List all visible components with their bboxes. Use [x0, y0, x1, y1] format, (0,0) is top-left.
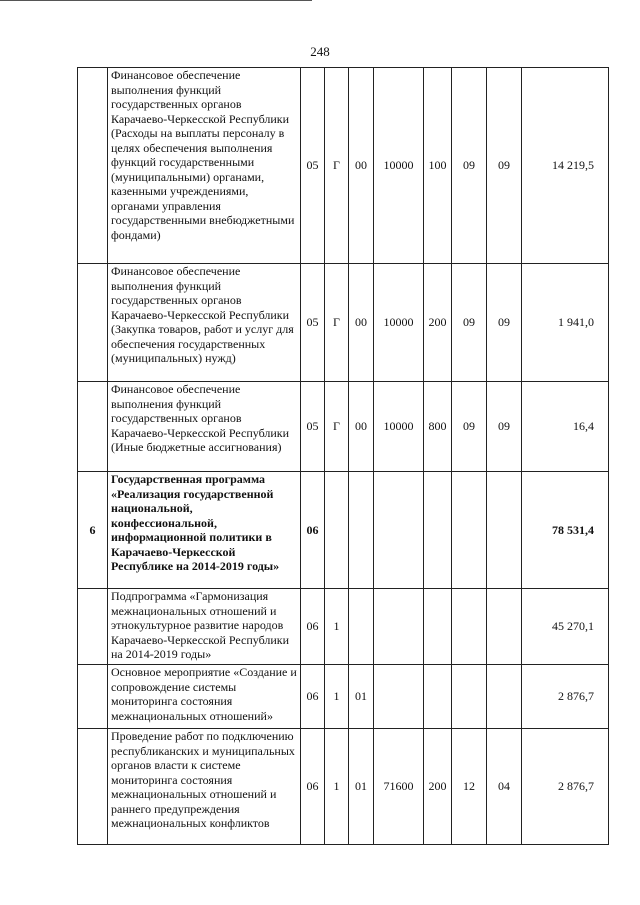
code-chapter	[452, 589, 487, 665]
code-chapter	[452, 472, 487, 589]
code-subprogram: 00	[349, 264, 374, 382]
row-amount: 2 876,7	[522, 665, 609, 729]
code-program: 1	[325, 729, 349, 845]
row-number	[78, 665, 108, 729]
code-expense-type	[424, 665, 452, 729]
code-chapter	[452, 665, 487, 729]
row-number	[78, 264, 108, 382]
code-section: 06	[301, 589, 325, 665]
row-name: Государственная программа «Реализация государственной национальной, конфессиональной, информационной политики в Карачаево-Черкесской Республике на 2014-2019 годы»	[108, 472, 301, 589]
table-row	[78, 264, 609, 382]
page-number: 248	[310, 44, 330, 59]
table-row	[78, 589, 609, 665]
row-name: Основное мероприятие «Создание и сопровождение системы мониторинга состояния межнациональных отношений»	[108, 665, 301, 729]
code-section: 05	[301, 264, 325, 382]
row-amount: 78 531,4	[522, 472, 609, 589]
row-number	[78, 729, 108, 845]
code-subprogram: 00	[349, 382, 374, 472]
table-row	[78, 665, 609, 729]
code-direction	[374, 665, 424, 729]
code-subchapter	[487, 589, 522, 665]
code-direction: 10000	[374, 264, 424, 382]
code-subchapter	[487, 665, 522, 729]
table-row	[78, 729, 609, 845]
code-direction	[374, 589, 424, 665]
code-subprogram	[349, 589, 374, 665]
code-program	[325, 472, 349, 589]
table-row	[78, 472, 609, 589]
code-program: Г	[325, 382, 349, 472]
code-chapter: 09	[452, 382, 487, 472]
code-subchapter: 09	[487, 264, 522, 382]
code-direction: 10000	[374, 382, 424, 472]
code-subchapter: 09	[487, 382, 522, 472]
code-program: 1	[325, 665, 349, 729]
code-chapter: 09	[452, 264, 487, 382]
code-section: 06	[301, 472, 325, 589]
code-expense-type	[424, 472, 452, 589]
code-direction: 71600	[374, 729, 424, 845]
code-subchapter: 09	[487, 68, 522, 264]
code-program: Г	[325, 68, 349, 264]
code-expense-type: 200	[424, 264, 452, 382]
code-direction	[374, 472, 424, 589]
code-subprogram: 01	[349, 665, 374, 729]
code-program: 1	[325, 589, 349, 665]
budget-table	[77, 67, 609, 845]
top-rule	[0, 0, 312, 1]
code-program: Г	[325, 264, 349, 382]
code-subchapter	[487, 472, 522, 589]
code-section: 05	[301, 382, 325, 472]
code-chapter: 12	[452, 729, 487, 845]
row-amount: 1 941,0	[522, 264, 609, 382]
row-number	[78, 68, 108, 264]
row-name: Подпрограмма «Гармонизация межнациональных отношений и этнокультурное развитие народов Карачаево-Черкесской Республики на 2014-2019 годы»	[108, 589, 301, 665]
code-subchapter: 04	[487, 729, 522, 845]
row-amount: 14 219,5	[522, 68, 609, 264]
code-expense-type	[424, 589, 452, 665]
code-expense-type: 800	[424, 382, 452, 472]
row-number	[78, 382, 108, 472]
code-subprogram: 01	[349, 729, 374, 845]
row-name: Финансовое обеспечение выполнения функций государственных органов Карачаево-Черкесской Республики (Закупка товаров, работ и услуг для обеспечения государственных (муниципальных) нужд)	[108, 264, 301, 382]
code-expense-type: 100	[424, 68, 452, 264]
row-name: Финансовое обеспечение выполнения функций государственных органов Карачаево-Черкесской Республики (Расходы на выплаты персоналу в целях обеспечения выполнения функций государственными (муниципальными) органами, казенными учреждениями, органами управления государственными внебюджетными фондами)	[108, 68, 301, 264]
row-amount: 16,4	[522, 382, 609, 472]
row-amount: 2 876,7	[522, 729, 609, 845]
code-subprogram	[349, 472, 374, 589]
code-section: 05	[301, 68, 325, 264]
code-section: 06	[301, 665, 325, 729]
code-subprogram: 00	[349, 68, 374, 264]
code-expense-type: 200	[424, 729, 452, 845]
row-number: 6	[78, 472, 108, 589]
row-number	[78, 589, 108, 665]
row-amount: 45 270,1	[522, 589, 609, 665]
row-name: Проведение работ по подключению республиканских и муниципальных органов власти к системе мониторинга состояния межнациональных отношений и раннего предупреждения межнациональных конфликтов	[108, 729, 301, 845]
row-name: Финансовое обеспечение выполнения функций государственных органов Карачаево-Черкесской Республики (Иные бюджетные ассигнования)	[108, 382, 301, 472]
code-section: 06	[301, 729, 325, 845]
table-row	[78, 382, 609, 472]
table-row	[78, 68, 609, 264]
code-chapter: 09	[452, 68, 487, 264]
code-direction: 10000	[374, 68, 424, 264]
